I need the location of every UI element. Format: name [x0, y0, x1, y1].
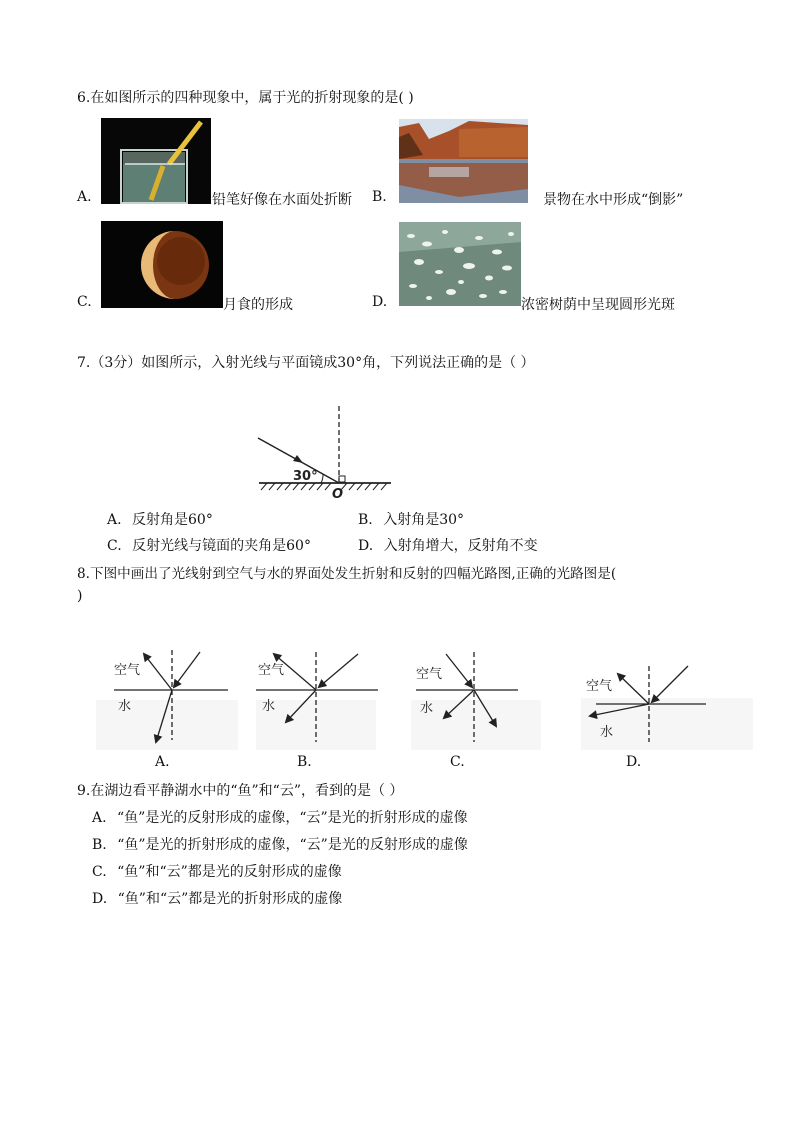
- q8-diagram-b-water-label: 水: [262, 699, 276, 714]
- q8-diagram-d-air-label: 空气: [586, 679, 613, 694]
- q9-option-c: [92, 861, 342, 881]
- q9-option-b-letter: B.: [92, 837, 107, 853]
- q7-option-a-text: 反射角是60°: [132, 512, 213, 528]
- q9-option-a: [92, 807, 468, 827]
- q9-option-c-letter: C.: [92, 864, 107, 880]
- q6-option-c-text: 月食的形成: [223, 297, 293, 313]
- q6-stem: 6.在如图所示的四种现象中，属于光的折射现象的是( ): [77, 90, 414, 106]
- q9-option-d-letter: D.: [92, 891, 108, 907]
- q7-point-label: O: [332, 487, 344, 500]
- q8-diagram-b-air-label: 空气: [258, 663, 285, 678]
- q7-option-b-text: 入射角是30°: [383, 512, 465, 528]
- q7-option-d: [358, 535, 538, 555]
- q7-option-a: [107, 509, 213, 529]
- q9-option-a-letter: A.: [92, 810, 107, 826]
- q7-stem: 7.（3分）如图所示，入射光线与平面镜成30°角，下列说法正确的是（ ）: [77, 355, 535, 371]
- q8-diagram-a-water-label: 水: [118, 699, 132, 714]
- q6-option-d-text: 浓密树荫中呈现圆形光斑: [521, 297, 675, 313]
- q7-option-b: [358, 509, 464, 529]
- pencil-in-water-photo: [101, 118, 211, 204]
- q7-option-c: [107, 535, 311, 555]
- q9-option-b-text: “鱼”是光的折射形成的虚像，“云”是光的反射形成的虚像: [117, 837, 468, 853]
- q7-option-c-text: 反射光线与镜面的夹角是60°: [132, 538, 311, 554]
- q9-option-c-text: “鱼”和“云”都是光的反射形成的虚像: [117, 864, 342, 880]
- q8-label-d: D.: [626, 754, 642, 770]
- q7-mirror-diagram: [255, 402, 395, 500]
- q8-label-b: B.: [297, 754, 312, 770]
- q8-diagram-c-air-label: 空气: [416, 667, 443, 682]
- q9-option-d: [92, 888, 342, 908]
- q8-label-c: C.: [450, 754, 465, 770]
- q8-diagram-c-water-label: 水: [420, 701, 434, 716]
- q9-option-a-text: “鱼”是光的反射形成的虚像，“云”是光的折射形成的虚像: [117, 810, 468, 826]
- q7-option-c-letter: C.: [107, 538, 122, 554]
- q7-option-d-letter: D.: [358, 538, 374, 554]
- q8-diagram-a-air-label: 空气: [114, 663, 141, 678]
- q9-option-b: [92, 834, 468, 854]
- q8-label-a: A.: [155, 754, 170, 770]
- q8-stem-line2: ): [77, 588, 83, 604]
- q6-option-c-letter: C.: [77, 294, 92, 310]
- q8-stem-line1: 8.下图中画出了光线射到空气与水的界面处发生折射和反射的四幅光路图,正确的光路图是(: [77, 566, 617, 582]
- q7-option-b-letter: B.: [358, 512, 373, 528]
- lunar-eclipse-photo: [101, 221, 223, 308]
- q6-option-b-text: 景物在水中形成“倒影”: [543, 192, 684, 208]
- q9-option-d-text: “鱼”和“云”都是光的折射形成的虚像: [117, 891, 343, 907]
- q8-diagram-d-water-label: 水: [600, 725, 614, 740]
- q7-option-a-letter: A.: [107, 512, 122, 528]
- q7-option-d-text: 入射角增大，反射角不变: [383, 538, 538, 554]
- q9-stem: 9.在湖边看平静湖水中的“鱼”和“云”，看到的是（ ）: [77, 783, 404, 799]
- lake-reflection-photo: [399, 119, 528, 203]
- q6-option-b-letter: B.: [372, 189, 387, 205]
- light-spots-photo: [399, 222, 521, 306]
- q6-option-a-text: 铅笔好像在水面处折断: [212, 192, 352, 208]
- q8-light-path-diagrams: [96, 642, 756, 772]
- q7-angle-label: 30°: [293, 469, 318, 484]
- q6-option-d-letter: D.: [372, 294, 388, 310]
- q6-option-a-letter: A.: [77, 189, 92, 205]
